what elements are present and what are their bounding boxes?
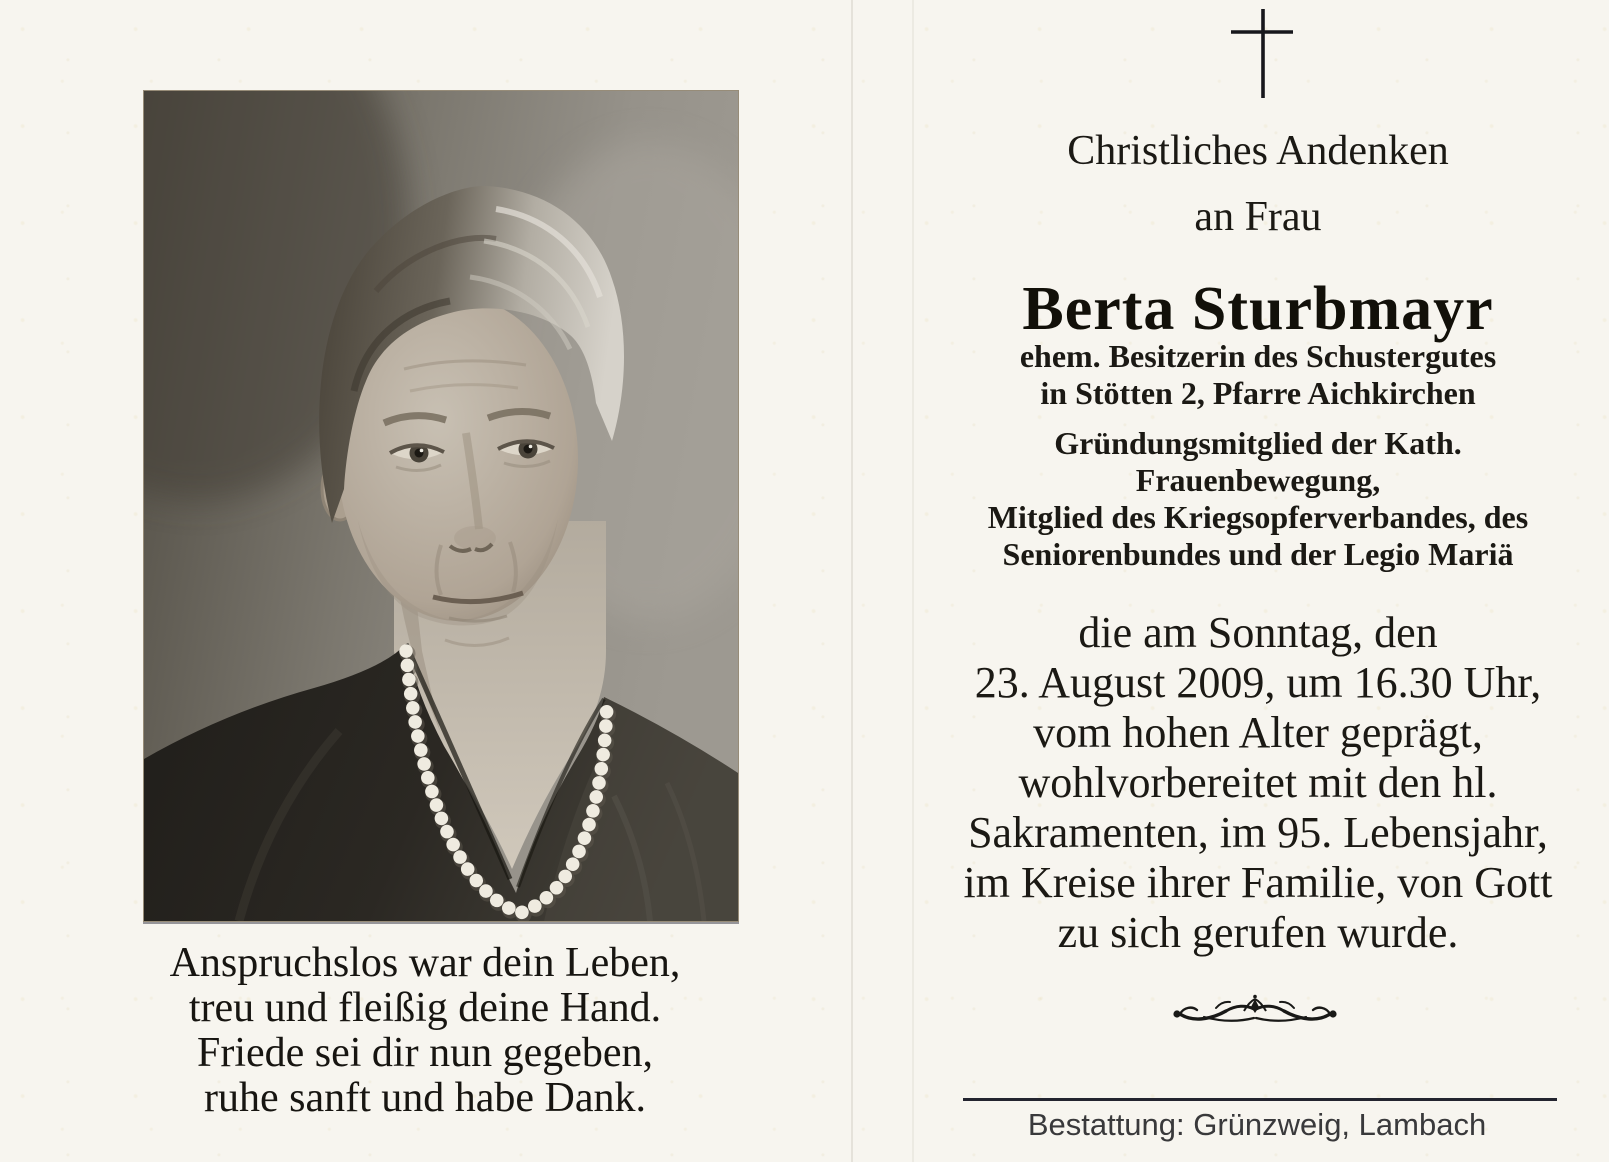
scan-crease-line (912, 0, 914, 1162)
portrait-photo (143, 90, 739, 922)
poem-line: ruhe sanft und habe Dank. (203, 1075, 647, 1121)
memberships (950, 425, 1566, 573)
deceased-name: Berta Sturbmayr (1022, 275, 1494, 343)
portrait-illustration (144, 91, 738, 921)
subtitle-line: ehem. Besitzerin des Schustergutes (1019, 338, 1497, 374)
memorial-poem (135, 941, 715, 1121)
membership-line: Seniorenbundes und der Legio Mariä (1002, 536, 1514, 572)
announcement-line: Sakramenten, im 95. Lebensjahr, (968, 808, 1548, 857)
poem-line: treu und fleißig deine Hand. (188, 985, 662, 1031)
deceased-subtitle (950, 338, 1566, 412)
announcement-line: im Kreise ihrer Familie, von Gott (963, 858, 1553, 907)
footer-divider-rule (963, 1098, 1557, 1101)
membership-line: Frauenbewegung, (1135, 462, 1381, 498)
death-announcement (950, 608, 1566, 958)
announcement-line: zu sich gerufen wurde. (1057, 908, 1459, 957)
announcement-line: 23. August 2009, um 16.30 Uhr, (974, 658, 1542, 707)
header-an-frau: an Frau (1194, 194, 1322, 240)
announcement-line: wohlvorbereitet mit den hl. (1018, 758, 1498, 807)
cross-icon (1226, 6, 1296, 102)
subtitle-line: in Stötten 2, Pfarre Aichkirchen (1040, 375, 1476, 411)
funeral-home-line: Bestattung: Grünzweig, Lambach (1027, 1107, 1487, 1142)
flourish-divider-icon (1170, 994, 1340, 1026)
poem-line: Friede sei dir nun gegeben, (196, 1030, 654, 1076)
membership-line: Gründungsmitglied der Kath. (1054, 425, 1462, 461)
header-christliches-andenken: Christliches Andenken (1067, 128, 1449, 174)
membership-line: Mitglied des Kriegsopferverbandes, des (987, 499, 1529, 535)
announcement-line: vom hohen Alter geprägt, (1033, 708, 1483, 757)
announcement-line: die am Sonntag, den (1078, 608, 1438, 657)
card-fold-line (851, 0, 853, 1162)
poem-line: Anspruchslos war dein Leben, (169, 940, 681, 986)
